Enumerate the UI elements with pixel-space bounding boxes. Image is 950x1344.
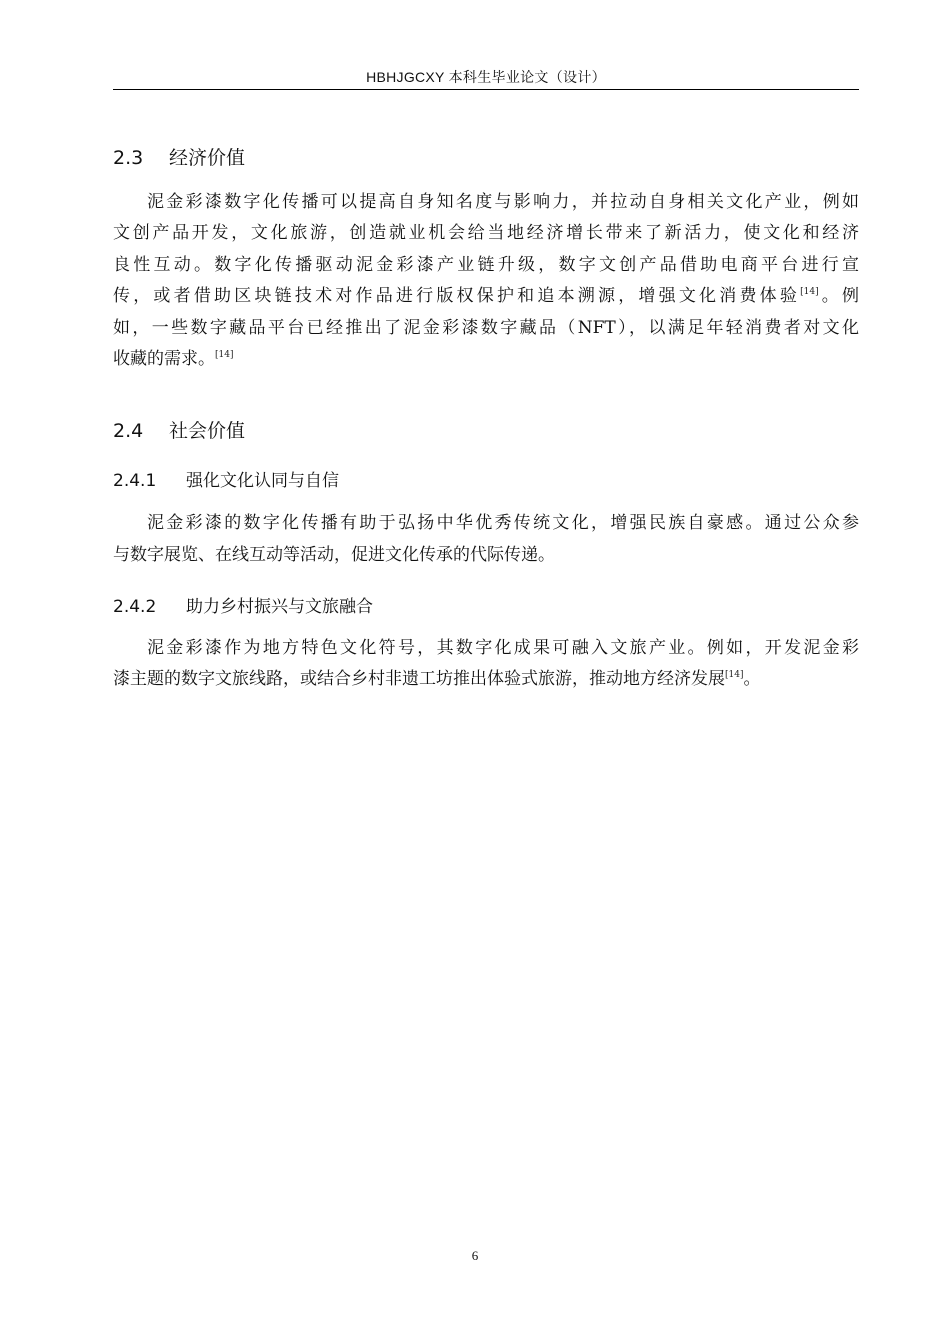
running-header: HBHJGCXY 本科生毕业论文（设计） (366, 69, 606, 85)
paragraph-text: 收藏的需求。 (113, 349, 215, 369)
paragraph-text: 。例 (818, 286, 860, 306)
citation-ref: [14] (725, 670, 744, 680)
paragraph-text: 漆主题的数字文旅线路，或结合乡村非遗工坊推出体验式旅游，推动地方经济发展 (113, 669, 725, 689)
subsection-title: 强化文化认同与自信 (186, 471, 339, 491)
subsection-2-4-1-heading (113, 470, 339, 492)
subsection-number: 2.4.1 (113, 471, 157, 491)
subsection-title: 助力乡村振兴与文旅融合 (186, 597, 373, 617)
section-title: 社会价值 (169, 420, 246, 442)
citation-ref: [14] (215, 350, 234, 360)
paragraph-text: 。 (743, 669, 761, 689)
paragraph-line: 如，一些数字藏品平台已经推出了泥金彩漆数字藏品（NFT），以满足年轻消费者对文化 (113, 318, 859, 338)
header-rule (113, 89, 859, 90)
subsection-number: 2.4.2 (113, 597, 157, 617)
paragraph-line: 文创产品开发，文化旅游，创造就业机会给当地经济增长带来了新活力，使文化和经济 (113, 223, 859, 243)
section-number: 2.3 (113, 147, 144, 169)
paragraph-line: 与数字展览、在线互动等活动，促进文化传承的代际传递。 (113, 545, 555, 565)
paragraph-text: 传，或者借助区块链技术对作品进行版权保护和追本溯源，增强文化消费体验 (113, 286, 801, 306)
paragraph-line: 良性互动。数字化传播驱动泥金彩漆产业链升级，数字文创产品借助电商平台进行宣 (113, 255, 859, 275)
citation-ref: [14] (800, 287, 819, 297)
subsection-2-4-2-heading (113, 596, 373, 618)
paragraph-line (113, 348, 859, 370)
section-number: 2.4 (113, 420, 144, 442)
paragraph-line: 泥金彩漆作为地方特色文化符号，其数字化成果可融入文旅产业。例如，开发泥金彩 (147, 638, 859, 658)
page-number: 6 (471, 1248, 479, 1263)
paragraph-line: 泥金彩漆数字化传播可以提高自身知名度与影响力，并拉动自身相关文化产业，例如 (147, 192, 859, 212)
paragraph-line (113, 285, 859, 307)
section-2-3-heading (113, 146, 245, 170)
paragraph-line: 泥金彩漆的数字化传播有助于弘扬中华优秀传统文化，增强民族自豪感。通过公众参 (147, 513, 859, 533)
section-title: 经济价值 (169, 147, 246, 169)
section-2-4-heading (113, 419, 245, 443)
paragraph-line (113, 668, 859, 690)
